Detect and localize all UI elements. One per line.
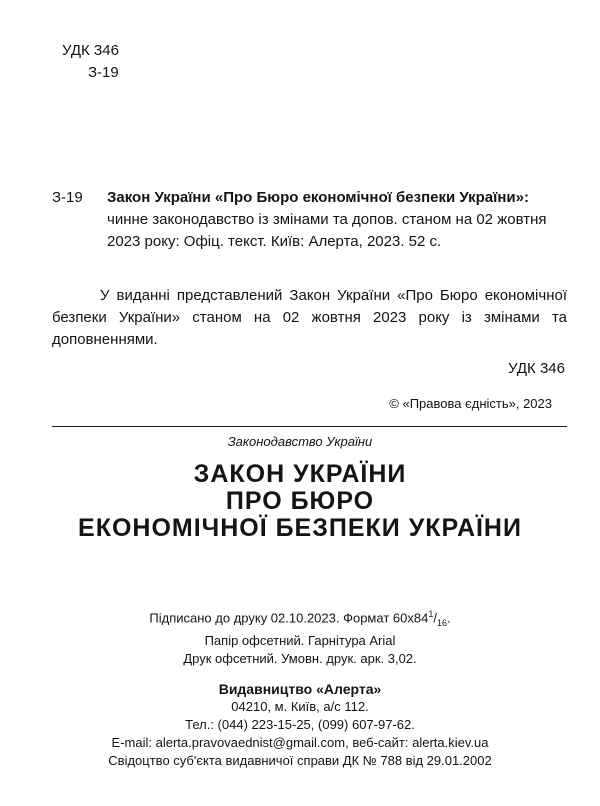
publisher-email: E-mail: alerta.pravovaednist@gmail.com, веб-сайт: alerta.kiev.ua xyxy=(111,734,489,750)
catalog-entry-line: чинне законодавство із змінами та допов. станом на 02 жовтня xyxy=(107,211,547,228)
publisher-certificate: Свідоцтво суб'єкта видавничої справи ДК № 788 від 29.01.2002 xyxy=(108,752,492,768)
paper-info: Папір офсетний. Гарнітура Arial xyxy=(204,632,396,648)
signed-to-print: Підписано до друку 02.10.2023. Формат $60х84^1/_{16}$. xyxy=(149,609,451,628)
series-label: Законодавство України xyxy=(227,434,373,449)
signed-text: Підписано до друку 02.10.2023. Формат 60х84 xyxy=(149,610,429,626)
main-title-line: ЗАКОН УКРАЇНИ xyxy=(193,460,407,488)
publisher-name: Видавництво «Алерта» xyxy=(218,680,382,697)
udk-code: УДК 346 xyxy=(62,42,119,59)
divider xyxy=(52,426,567,427)
catalog-entry-code: З-19 xyxy=(52,189,83,206)
main-title xyxy=(0,461,600,542)
main-title-line: ЕКОНОМІЧНОЇ БЕЗПЕКИ УКРАЇНИ xyxy=(78,514,522,542)
main-title-line: ПРО БЮРО xyxy=(225,487,375,515)
catalog-entry xyxy=(52,187,567,253)
signed-suffix: . xyxy=(446,610,451,626)
udk-block-top xyxy=(62,40,119,84)
imprint-block xyxy=(0,605,600,770)
print-info: Друк офсетний. Умовн. друк. арк. 3,02. xyxy=(183,650,417,666)
format-subscript: 16 xyxy=(436,617,447,628)
copyright-notice: © «Правова єдність», 2023 xyxy=(389,396,552,411)
publisher-address: 04210, м. Київ, а/с 112. xyxy=(231,698,369,714)
catalog-entry-title: Закон України «Про Бюро економічної безпеки України»: xyxy=(107,189,529,206)
udk-code-right: УДК 346 xyxy=(508,360,565,377)
annotation-text: У виданні представлений Закон України «Про Бюро економічної безпеки України» станом на 02 жовтня 2023 року із змінами та доповненнями. xyxy=(52,287,567,348)
author-mark: З-19 xyxy=(88,64,119,81)
format-superscript: 1 xyxy=(428,609,434,619)
catalog-entry-line: 2023 року: Офіц. текст. Київ: Алерта, 2023. 52 с. xyxy=(107,233,442,250)
publisher-phone: Тел.: (044) 223-15-25, (099) 607-97-62. xyxy=(185,716,415,732)
